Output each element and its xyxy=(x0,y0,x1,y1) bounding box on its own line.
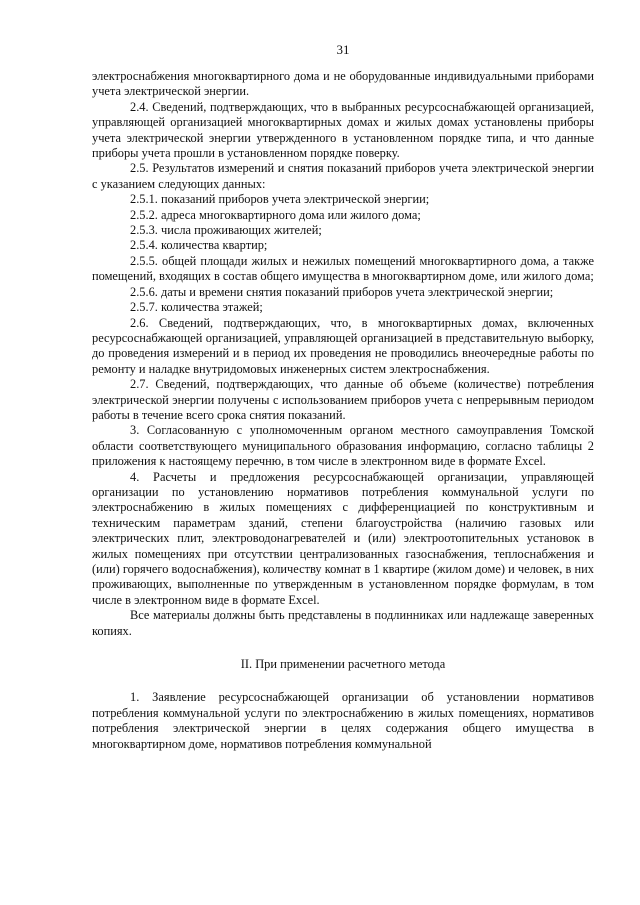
list-item: 2.5.3. числа проживающих жителей; xyxy=(130,223,322,238)
paragraph: 2.7. Сведений, подтверждающих, что данные об объеме (количестве) потребления электрической энергии получены с использованием приборов учета с непрерывным периодом работы в течение всего срока снятия показаний. xyxy=(92,377,594,422)
spacer xyxy=(92,639,594,657)
paragraph: 3. Согласованную с уполномоченным органом местного самоуправления Томской области соответствующего муниципального образования информацию, согласно таблицы 2 приложения к настоящему перечню, в том числе в электронном виде в формате Excel. xyxy=(92,423,594,469)
list-item: 2.5.2. адреса многоквартирного дома или жилого дома; xyxy=(130,207,421,222)
spacer xyxy=(92,672,594,690)
page-number: 31 xyxy=(336,42,350,57)
section-heading: II. При применении расчетного метода xyxy=(240,657,446,672)
list-item: 2.5.1. показаний приборов учета электрической энергии; xyxy=(130,192,430,207)
body-text xyxy=(92,69,594,639)
list-item: 2.5.5. общей площади жилых и нежилых помещений многоквартирного дома, а также помещений, входящих в состав общего имущества в многоквартирном доме, или жилого дома; xyxy=(92,253,594,284)
paragraph: 1. Заявление ресурсоснабжающей организации об установлении нормативов потребления коммунальной услуги по электроснабжению в жилых помещениях, нормативов потребления электрической энергии в целях содержания общего имущества в многоквартирном доме, нормативов потребления коммунальной xyxy=(92,690,594,751)
paragraph: 2.6. Сведений, подтверждающих, что, в многоквартирных домах, включенных ресурсоснабжающей организацией, управляющей организацией в представительную выборку, до проведения измерений и в период их проведения не проводились внеочередные работы по ремонту и наладке внутридомовых инженерных систем электроснабжения. xyxy=(92,315,594,376)
list-item: 2.5.6. даты и времени снятия показаний приборов учета электрической энергии; xyxy=(130,284,554,299)
list-item: 2.5.7. количества этажей; xyxy=(130,300,263,315)
paragraph: 2.4. Сведений, подтверждающих, что в выбранных ресурсоснабжающей организацией, управляющей организацией многоквартирных домах и жилых домах установлены приборы учета электрической энергии утвержденного в установленном порядке типа, и что данные приборы учета прошли в установленном порядке поверку. xyxy=(92,99,594,161)
paragraph: 4. Расчеты и предложения ресурсоснабжающей организации, управляющей организации по установлению нормативов потребления коммунальной услуги по электроснабжению в жилых помещениях с дифференциацией по конструктивным и техническим параметрам зданий, степени благоустройства (наличию газовых или электрических плит, электроводонагревателей и (или) электроотопительных установок в жилых помещениях при отсутствии централизованных газоснабжения, теплоснабжения и (или) горячего водоснабжения), количеству комнат в 1 квартире (жилом доме) и человек, в них проживающих, выполненные по утвержденным в установленном порядке формулам, в том числе в электронном виде в формате Excel. xyxy=(92,469,594,607)
paragraph: электроснабжения многоквартирного дома и не оборудованные индивидуальными приборами учета электрической энергии. xyxy=(92,69,594,99)
list-item: 2.5.4. количества квартир; xyxy=(130,238,268,253)
paragraph: 2.5. Результатов измерений и снятия показаний приборов учета электрической энергии с указанием следующих данных: xyxy=(92,161,594,191)
paragraph: Все материалы должны быть представлены в подлинниках или надлежаще заверенных копиях. xyxy=(92,608,594,638)
